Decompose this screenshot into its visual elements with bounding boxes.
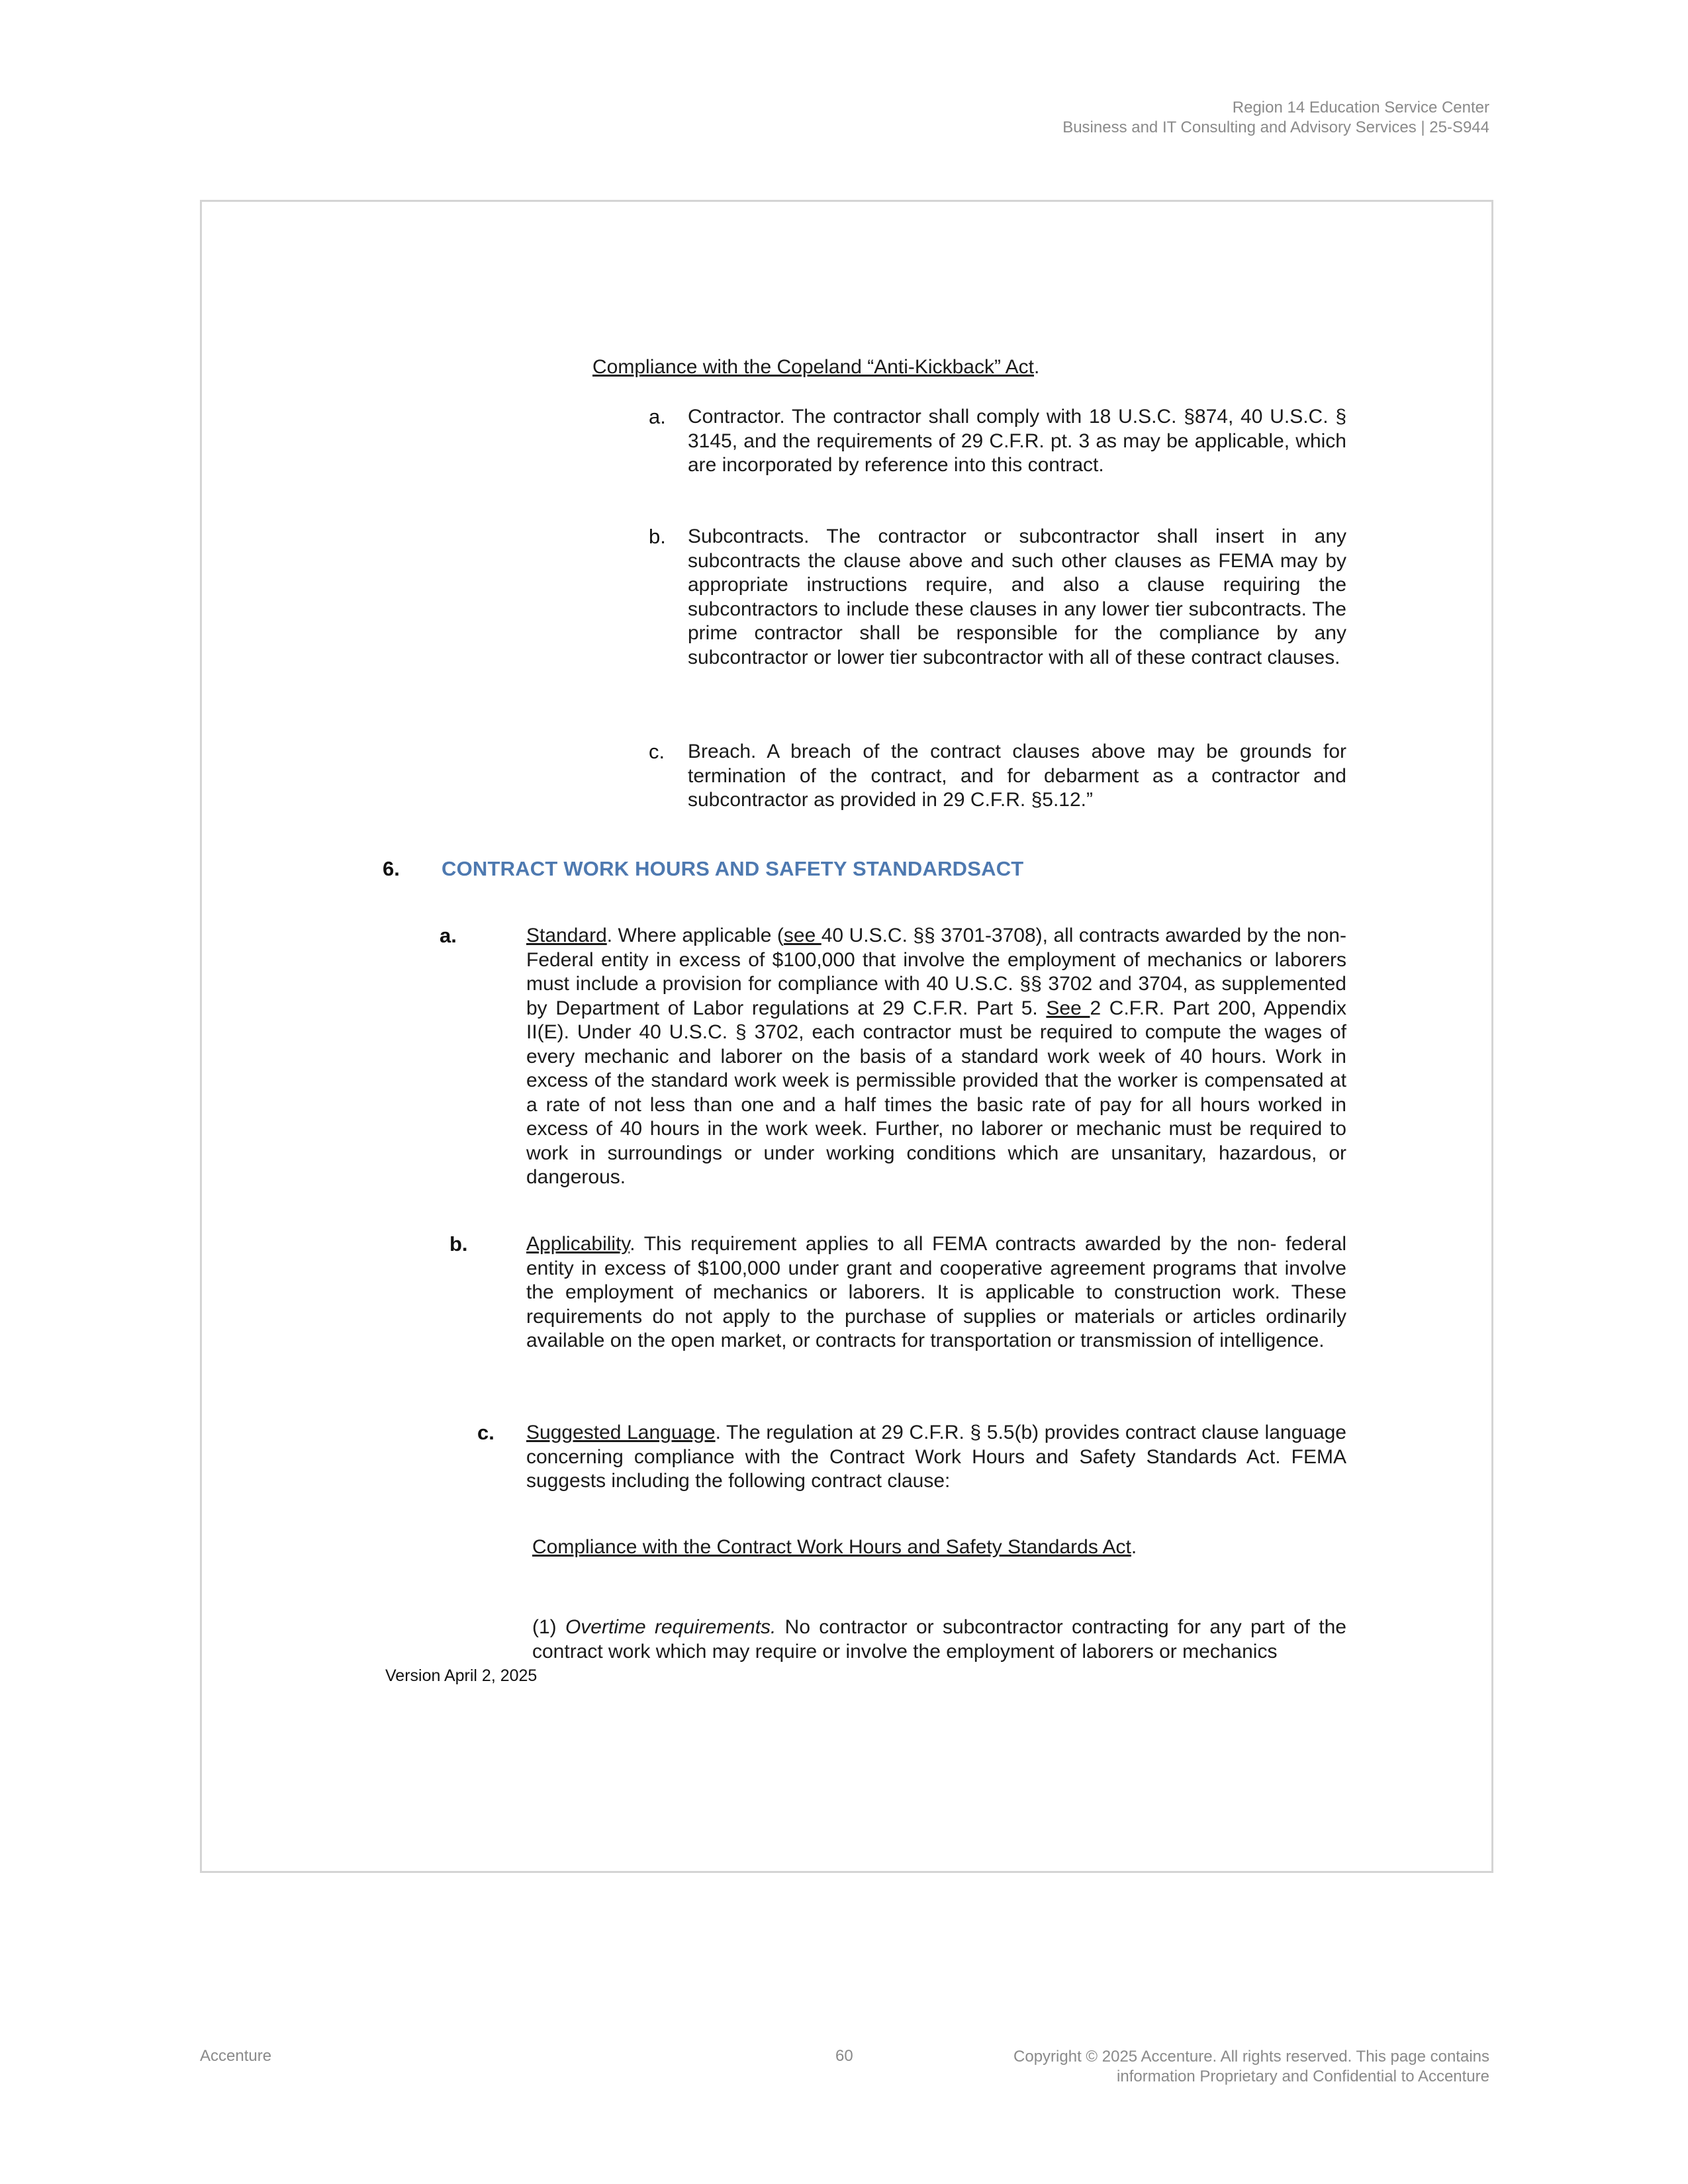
section-item-c-label: c. (477, 1421, 494, 1444)
copeland-title (592, 355, 1039, 380)
section-number: 6. (383, 857, 400, 880)
see-reference-2: See (1046, 997, 1090, 1019)
copeland-item-b-label: b. (649, 525, 666, 548)
copeland-item-b-text: Subcontracts. The contractor or subcontractor shall insert in any subcontracts the clause above and such other clauses as FEMA may by appropriate instructions require, and also a clause requiring the subcontractors to include these clauses in any lower tier subcontracts. The prime contractor shall be responsible for the compliance by any subcontractor or lower tier subcontractor with all of these contract clauses. (688, 525, 1346, 668)
copeland-item-a-label: a. (649, 405, 666, 428)
see-reference-1: see (783, 925, 821, 946)
standard-term: Standard (526, 925, 607, 946)
compliance-title-period: . (1131, 1536, 1137, 1558)
overtime-text: No contractor or subcontractor contracting for any part of the contract work which may require or involve the employment of laborers or mechanics (532, 1616, 1346, 1662)
copeland-title-period: . (1033, 356, 1040, 378)
copyright-line-1: Copyright © 2025 Accenture. All rights reserved. This page contains (1013, 2048, 1489, 2066)
section-item-b-label: b. (449, 1232, 468, 1255)
copeland-item-a-text: Contractor. The contractor shall comply with 18 U.S.C. §874, 40 U.S.C. § 3145, and the requirements of 29 C.F.R. pt. 3 as may be applicable, which are incorporated by reference into this contract. (688, 406, 1346, 476)
applicability-term: Applicability (526, 1233, 630, 1255)
overtime-heading: Overtime requirements. (565, 1616, 776, 1638)
page-number: 60 (835, 2047, 853, 2065)
header-organization: Region 14 Education Service Center (1232, 99, 1489, 116)
compliance-title (532, 1535, 1137, 1560)
overtime-paragraph (532, 1615, 1346, 1664)
header-project: Business and IT Consulting and Advisory Services | 25-S944 (1062, 118, 1489, 136)
section-title: CONTRACT WORK HOURS AND SAFETY STANDARDSACT (442, 857, 1024, 880)
compliance-title-text: Compliance with the Contract Work Hours and Safety Standards Act (532, 1536, 1131, 1558)
standard-text-3: 2 C.F.R. Part 200, Appendix II(E). Under 40 U.S.C. § 3702, each contractor must be required to compute the wages of every mechanic and laborer on the basis of a standard work week of 40 hours. Work in excess of the standard work week is permissible provided that the worker is compensated at a rate of not less than one and a half times the basic rate of pay for all hours worked in excess of 40 hours in the work week. Further, no laborer or mechanic must be required to work in surroundings or under working conditions which are unsanitary, hazardous, or dangerous. (526, 997, 1347, 1188)
suggested-language-term: Suggested Language (526, 1422, 716, 1443)
standard-text-2: 40 U.S.C. §§ 3701-3708), all contracts awarded by the non-Federal entity in excess of $100,000 that involve the employment of mechanics or laborers must include a provision for compliance with 40 U.S.C. §§ 3702 and 3704, as supplemented by Department of Labor regulations at 29 C.F.R. Part 5. (526, 925, 1346, 1019)
suggested-language-text: . The regulation at 29 C.F.R. § 5.5(b) provides contract clause language concerning compliance with the Contract Work Hours and Safety Standards Act. FEMA suggests including the following contract clause: (526, 1422, 1346, 1492)
footer-company: Accenture (200, 2047, 272, 2065)
copeland-item-c-label: c. (649, 740, 665, 763)
footer-copyright (1013, 2047, 1489, 2087)
applicability-text: . This requirement applies to all FEMA contracts awarded by the non- federal entity in excess of $100,000 under grant and cooperative agreement programs that involve the employment of mechanics or laborers. It is applicable to construction work. These requirements do not apply to the purchase of supplies or materials or articles ordinarily available on the open market, or contracts for transportation or transmission of intelligence. (526, 1233, 1346, 1351)
section-item-b-text (526, 1232, 1346, 1353)
version-label: Version April 2, 2025 (385, 1666, 538, 1685)
section-item-c-text (526, 1421, 1346, 1494)
copeland-item-c-text: Breach. A breach of the contract clauses above may be grounds for termination of the contract, and for debarment as a contractor and subcontractor as provided in 29 C.F.R. §5.12.” (688, 741, 1346, 811)
copeland-title-text: Compliance with the Copeland “Anti-Kickback” Act (592, 356, 1034, 378)
section-item-a-label: a. (440, 924, 457, 947)
standard-text-1: . Where applicable ( (606, 925, 784, 946)
copyright-line-2: information Proprietary and Confidential to Accenture (1117, 2068, 1489, 2085)
overtime-number: (1) (532, 1616, 565, 1638)
section-item-a-text (526, 924, 1346, 1190)
